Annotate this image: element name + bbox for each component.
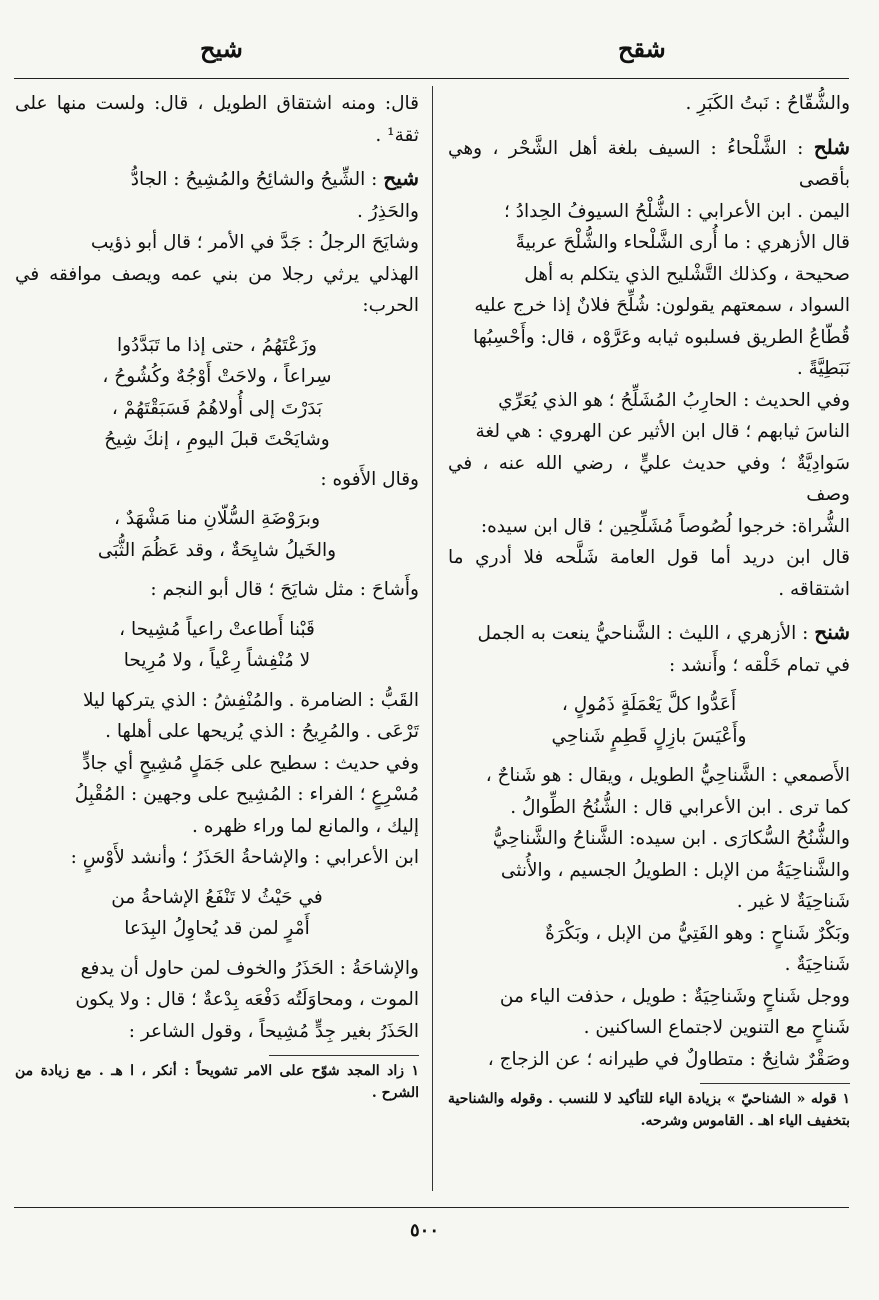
text-line: وبَكْرٌ شَناحٍ : وهو الفَتِيُّ من الإبل ، وبَكْرَةٌ [545, 922, 850, 944]
text-line: في تمام خَلْقه ؛ وأَنشد : [669, 654, 850, 676]
text-line: قَبْنا أَطاعتْ راعياً مُشِيحا ، [119, 618, 315, 640]
bottom-rule [14, 1207, 849, 1208]
text-line: سِراعاً ، ولاحَتْ أَوْجُهٌ وكُشُوحُ ، [102, 366, 332, 387]
left-footnote: ١ زاد المجد شوّح على الامر تشويحاً : أنكر ، ا هـ . مع زيادة من الشرح . [15, 1063, 419, 1101]
right-column [448, 88, 850, 1132]
text-line: وفي حديث : سطيح على جَمَلٍ مُشِيحٍ أي جادٍّ [82, 752, 419, 774]
text-line: وزَعْتَهُمُ ، حتى إذا ما تَبَدَّدُوا [117, 334, 317, 356]
left-verse-3 [15, 614, 419, 677]
text-line: والخَيلُ شايِحَةٌ ، وقد عَظُمَ الثُّبَى [97, 539, 337, 561]
text-line: الأَصمعي : الشَّناحِيُّ الطويل ، ويقال : هو شَناحٌ ، [485, 765, 850, 786]
text-line: في حَيْثُ لا تَنْفَعُ الإشاحةُ من [111, 886, 323, 908]
text-line: إليك ، والمانع لما وراء ظهره . [192, 815, 419, 837]
text-line: قُطّاعُ الطريق فسلبوه ثيابه وعَرَّوْه ، قال: وأَحْسِبُها [472, 326, 850, 348]
text-line: ابن الأعرابي : والإشاحةُ الحَذَرُ ؛ وأنشد لأَوْسٍ : [70, 847, 419, 868]
text-line: وصَقْرٌ شانِحٌ : متطاولٌ في طيرانه ؛ عن الزجاج ، [487, 1048, 850, 1070]
text-line: الهذلي يرثي رجلا من بني عمه ويصف موافقه في الحرب: [15, 263, 419, 316]
text-line: القَبُّ : الضامرة . والمُنْفِشُ : الذي يتركها ليلا [82, 689, 419, 711]
text-line: وأَشاحَ : مثل شايَحَ ؛ قال أبو النجم : [150, 579, 419, 600]
text-line: شيح : الشِّيحُ والشائِحُ والمُشِيحُ : الجادُّ [130, 166, 419, 190]
header-left-root: شيح [200, 34, 243, 63]
text-line: وقال الأَفوه : [320, 468, 419, 490]
text-line: لا مُنْفِشاً رِعْياً ، ولا مُرِيحا [123, 650, 311, 671]
left-verse-4 [15, 882, 419, 945]
footnote-rule [700, 1083, 850, 1084]
text-line: والإشاحَةُ : الحَذَرُ والخوف لمن حاول أن يدفع [80, 957, 419, 979]
right-lines [448, 88, 850, 681]
text-line: سَوادِيَّةٌ ؛ وفي حديث عليٍّ ، رضي الله عنه ، في وصف [448, 452, 850, 505]
text-line: أَعَدُّوا كلَّ يَعْمَلَةٍ ذَمُولٍ ، [561, 694, 737, 715]
top-rule [14, 78, 849, 79]
headword: شيح [383, 166, 419, 190]
text-line: شَناحٍ مع التنوين لاجتماع الساكنين . [583, 1017, 850, 1038]
text-line: شلح : الشَّلْحاءُ : السيف بلغة أهل الشَّحْر ، وهي بأقصى [448, 134, 850, 190]
text-line: وبرَوْضَةِ السُّلّانِ منا مَشْهَدٌ ، [113, 508, 321, 529]
text-line: أَمْرٍ لمن قد يُحاوِلُ البِدَعا [124, 918, 310, 939]
text-line: والحَذِرُ . [356, 200, 419, 222]
section-gap [15, 151, 419, 163]
text-line: قال: ومنه اشتقاق الطويل ، قال: ولست منها على ثقة¹ . [15, 93, 419, 146]
text-line: بَدَرْتَ إلى أُولاهُمُ فَسَبَقْتَهُمْ ، [111, 397, 323, 419]
left-lines-5 [15, 953, 419, 1048]
right-lines-2 [448, 760, 850, 1075]
column-divider [432, 86, 433, 1191]
headword: شلح [813, 134, 850, 159]
text-line: والشُّقّاحُ : نَبتُ الكَبَرِ . [685, 93, 850, 114]
text-line: شنح : الأزهري ، الليث : الشَّناحيُّ ينعت به الجمل [477, 620, 850, 644]
left-verse-1 [15, 330, 419, 456]
right-verse [448, 689, 850, 752]
text-line: كما ترى . ابن الأعرابي قال : الشُّنُحُ الطِّوالُ . [510, 796, 850, 818]
headword: شنح [814, 620, 850, 644]
text-line: الموت ، ومحاوَلَتُه دَفْعَه بِدْعةٌ ؛ قال : ولا يكون [75, 989, 419, 1010]
page-number: ٥٠٠ [410, 1220, 440, 1241]
text-line: وفي الحديث : الحارِبُ المُشَلِّحُ ؛ هو الذي يُعَرِّي [498, 389, 850, 411]
right-footnote: ١ قوله « الشناحيّ » بزيادة الياء للتأكيد لا للنسب . وقوله والشناحية بتخفيف الياء اهـ . القاموس وشرحه. [448, 1091, 850, 1129]
text-line: ووجل شَناحٍ وشَناحِيَةٌ : طويل ، حذفت الياء من [499, 985, 850, 1007]
text-line: نَبَطِيَّةً . [796, 358, 850, 379]
text-line: شَناحِيَةٌ لا غير . [736, 891, 850, 912]
left-column [15, 88, 419, 1104]
text-line: الناسَ ثيابهم ؛ قال ابن الأثير عن الهروي : هي لغة [475, 421, 850, 442]
text-line: والشُّنُحُ السُّكارَى . ابن سيده: الشَّناحُ والشَّناحِيُّ [492, 828, 850, 849]
text-line: اليمن . ابن الأعرابي : الشُّلْحُ السيوفُ الحِدادُ ؛ [504, 200, 850, 222]
text-line: قال ابن دريد أما قول العامة شَلَّحه فلا أدري ما اشتقاقه . [448, 547, 850, 600]
footnote-rule [269, 1055, 419, 1056]
text-line: والشَّناحِيَةُ من الإبل : الطويلُ الجسيم ، والأُنثى [500, 859, 850, 881]
text-line: الشُّراة: خرجوا لُصُوصاً مُشَلِّحِين ؛ قال ابن سيده: [480, 515, 850, 537]
text-line: شَناحِيَةٌ . [784, 954, 850, 975]
left-lines [15, 88, 419, 322]
text-line: مُسْرِعٍ ؛ الفراء : المُشِيح على وجهين : المُقْبِلُ [74, 784, 419, 805]
text-line: السواد ، سمعتهم يقولون: شُلِّحَ فلانٌ إذا خرج عليه [474, 295, 850, 316]
header-right-root: شقح [618, 34, 666, 63]
section-gap [448, 120, 850, 132]
section-gap [448, 605, 850, 617]
text-line: قال الأزهري : ما أُرى الشَّلْحاء والشُّلْحَ عربيةً [515, 232, 850, 253]
text-line: الحَذَرُ بغير جِدٍّ مُشِيحاً ، وقول الشاعر : [128, 1020, 419, 1042]
text-line: صحيحة ، وكذلك التَّشْليح الذي يتكلم به أهل [524, 263, 850, 285]
left-lines-4 [15, 685, 419, 874]
text-line: تَرْعَى . والمُرِيحُ : الذي يُريحها على أهلها . [105, 721, 419, 742]
text-line: وشايَحَ الرجلُ : جَدَّ في الأمر ؛ قال أبو ذؤيب [90, 232, 419, 253]
text-line: وأَعْيَسَ بازِلٍ قَطِمٍ شَناحِي [551, 725, 747, 747]
left-lines-2 [15, 464, 419, 496]
left-verse-2 [15, 503, 419, 566]
left-lines-3 [15, 574, 419, 606]
text-line: وشايَحْتَ قبلَ اليومِ ، إنكَ شِيحُ [104, 429, 330, 450]
